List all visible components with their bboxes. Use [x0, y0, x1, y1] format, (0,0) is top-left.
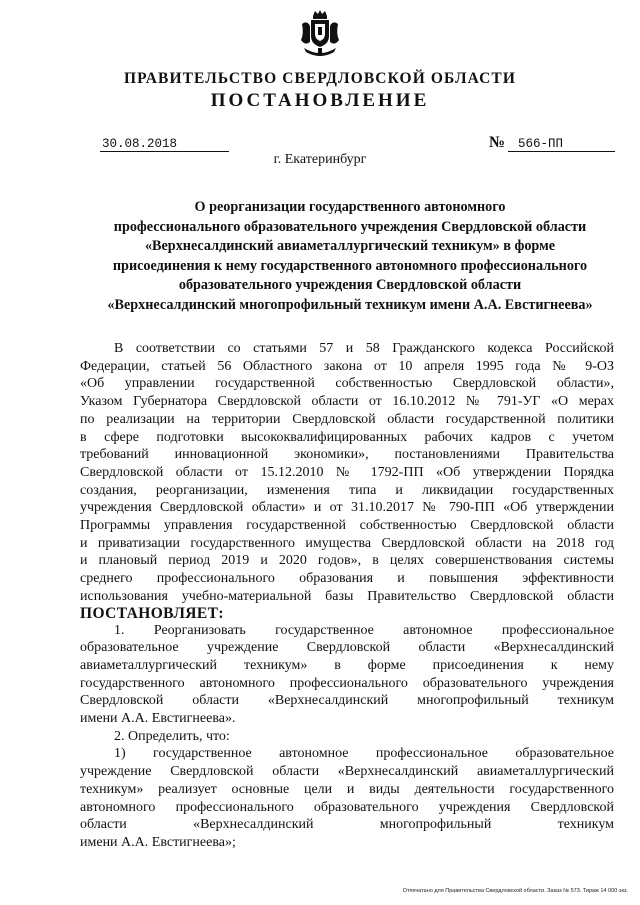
clause-2-1: [80, 745, 614, 851]
title-line: О реорганизации государственного автономного: [194, 199, 506, 215]
clause-2: 2. Определить, что:: [114, 728, 230, 744]
text-line: области «Верхнесалдинский многопрофильный техникум: [80, 817, 614, 833]
text-line: в сфере подготовки высококвалифицированных рабочих кадров с учетом: [80, 429, 614, 445]
document-city: г. Екатеринбург: [273, 152, 367, 167]
text-line: использования учебно-материальной базы Правительство Свердловской области: [80, 588, 614, 604]
text-line: Свердловской области «Верхнесалдинский многопрофильный техникум: [80, 693, 614, 709]
text-line: создания, реорганизации, изменения типа и ликвидации государственных: [80, 482, 614, 498]
text-line: образовательное учреждение Свердловской области «Верхнесалдинский: [80, 640, 614, 656]
text-line: имени А.А. Евстигнеева»;: [80, 834, 236, 850]
text-line: техникум» реализует основные цели и виды деятельности государственного: [80, 781, 614, 797]
text-line: автономного профессионального образовательного учреждения Свердловской: [80, 799, 614, 815]
text-line: учреждения Свердловской области» и от 31.10.2017 № 790-ПП «Об утверждении: [80, 500, 614, 516]
coat-of-arms-icon: [298, 10, 342, 60]
number-sign: №: [489, 134, 506, 151]
text-line: В соответствии со статьями 57 и 58 Гражданского кодекса Российской: [114, 341, 614, 356]
clause-1: [80, 622, 614, 728]
text-line: учреждение Свердловской области «Верхнесалдинский авиаметаллургический: [80, 764, 614, 780]
document-title: [70, 198, 630, 315]
text-line: государственного автономного профессионального образовательного учреждения: [80, 675, 614, 691]
intro-paragraph: [80, 340, 614, 606]
text-line: Свердловской области от 15.12.2010 № 1792-ПП «Об утверждении Порядка: [80, 464, 614, 480]
title-line: присоединения к нему государственного автономного профессионального: [112, 257, 588, 274]
title-line: образовательного учреждения Свердловской области: [178, 277, 522, 293]
text-line: среднего профессионального образования и повышения эффективности: [80, 571, 614, 587]
document-type: ПОСТАНОВЛЕНИЕ: [210, 90, 430, 111]
decree-word: ПОСТАНОВЛЯЕТ:: [80, 604, 224, 622]
document-body: [80, 340, 614, 852]
text-line: требований инновационной экономики», постановлениями Правительства: [80, 447, 614, 463]
document-date: 30.08.2018: [100, 137, 229, 152]
text-line: 1) государственное автономное профессиональное образовательное: [114, 746, 614, 762]
title-line: «Верхнесалдинский многопрофильный техникум имени А.А. Евстигнеева»: [107, 296, 593, 313]
text-line: и приватизации государственного имущества Свердловской области на 2018 год: [80, 535, 614, 551]
text-line: и плановый период 2019 и 2020 годов», в целях совершенствования системы: [80, 553, 614, 569]
text-line: авиаметаллургический техникум» в форме присоединения к нему: [80, 657, 614, 673]
title-line: «Верхнесалдинский авиаметаллургический техникум» в форме: [144, 238, 556, 254]
document-number: 566-ПП: [508, 137, 615, 152]
text-line: имени А.А. Евстигнеева».: [80, 711, 236, 727]
government-name: ПРАВИТЕЛЬСТВО СВЕРДЛОВСКОЙ ОБЛАСТИ: [123, 70, 516, 87]
text-line: Федерации, статьей 56 Областного закона от 10 апреля 1995 года № 9-ОЗ: [80, 358, 614, 374]
text-line: Программы управления государственной собственностью Свердловской области: [80, 518, 614, 534]
print-note: Отпечатано для Правительства Свердловской области. Заказ № 573. Тираж 14 000 экз.: [402, 888, 628, 894]
text-line: «Об управлении государственной собственностью Свердловской области»,: [80, 376, 614, 392]
text-line: Указом Губернатора Свердловской области от 16.10.2012 № 791-УГ «О мерах: [80, 394, 614, 410]
text-line: по реализации на территории Свердловской области государственной политики: [80, 411, 614, 427]
text-line: 1. Реорганизовать государственное автономное профессиональное: [114, 622, 614, 638]
title-line: профессионального образовательного учреждения Свердловской области: [113, 218, 587, 235]
